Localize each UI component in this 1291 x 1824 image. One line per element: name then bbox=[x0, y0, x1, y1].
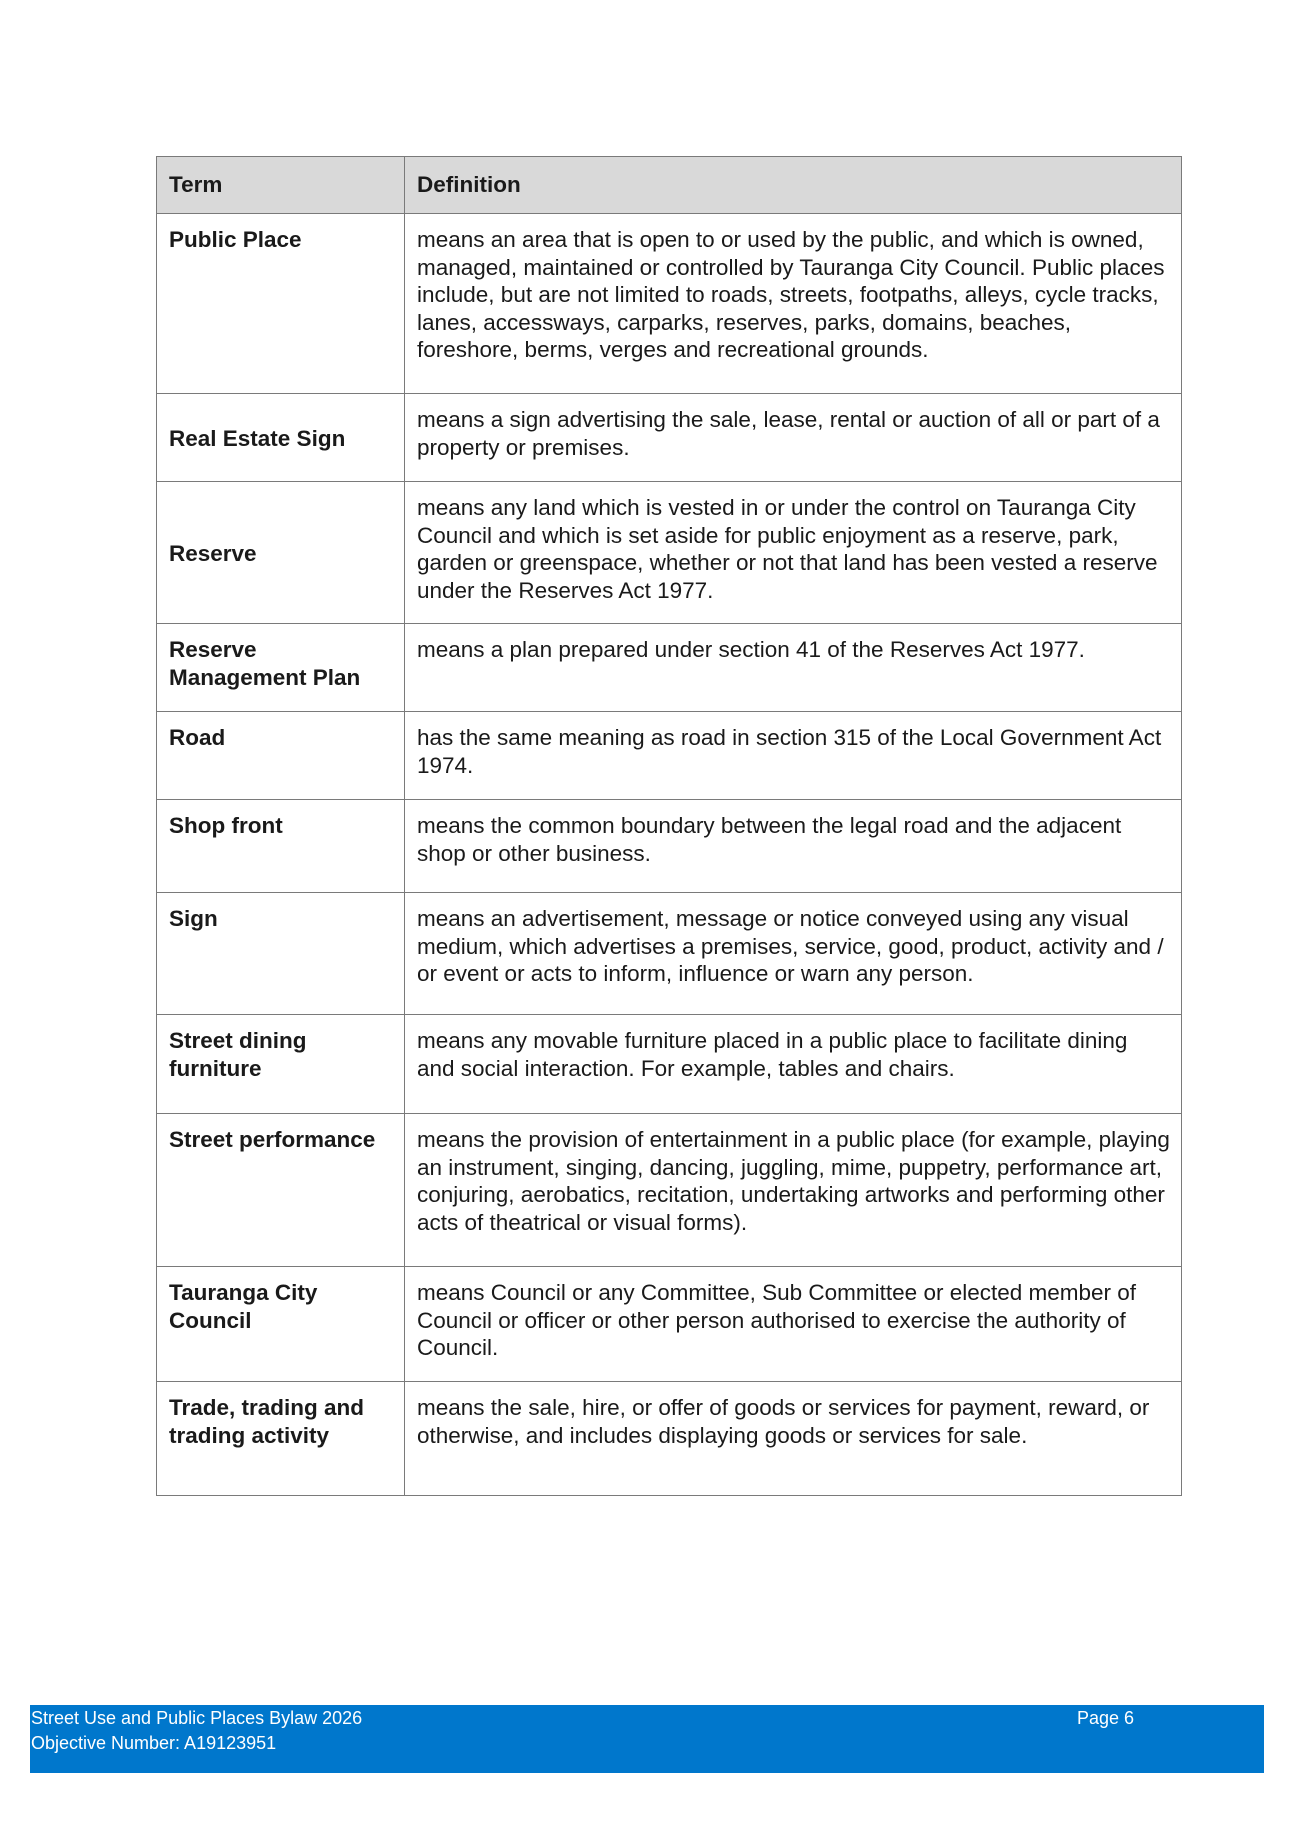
footer-info bbox=[31, 1706, 362, 1756]
definition-column-header: Definition bbox=[405, 157, 1182, 214]
page-footer bbox=[30, 1705, 1264, 1773]
table-row bbox=[157, 482, 1182, 624]
definition-cell: means any land which is vested in or under the control on Tauranga City Council and which is set aside for public enjoyment as a reserve, park, garden or greenspace, whether or not that land has been vested a reserve under the Reserves Act 1977. bbox=[405, 482, 1182, 624]
definition-cell: means the provision of entertainment in a public place (for example, playing an instrument, singing, dancing, juggling, mime, puppetry, performance art, conjuring, aerobatics, recitation, undertaking artworks and performing other acts of theatrical or visual forms). bbox=[405, 1114, 1182, 1267]
definition-cell: means Council or any Committee, Sub Committee or elected member of Council or officer or other person authorised to exercise the authority of Council. bbox=[405, 1267, 1182, 1382]
term-cell: Public Place bbox=[157, 214, 405, 394]
footer-document-title: Street Use and Public Places Bylaw 2026 bbox=[31, 1708, 363, 1728]
table-row bbox=[157, 712, 1182, 800]
term-cell: Reserve Management Plan bbox=[157, 624, 405, 712]
table-row bbox=[157, 1114, 1182, 1267]
term-cell: Reserve bbox=[157, 482, 405, 624]
definition-cell: means a plan prepared under section 41 of the Reserves Act 1977. bbox=[405, 624, 1182, 712]
table-header-row bbox=[157, 157, 1182, 214]
term-cell: Road bbox=[157, 712, 405, 800]
definition-cell: means any movable furniture placed in a public place to facilitate dining and social interaction. For example, tables and chairs. bbox=[405, 1015, 1182, 1114]
term-cell: Shop front bbox=[157, 800, 405, 893]
definition-cell: means an area that is open to or used by the public, and which is owned, managed, maintained or controlled by Tauranga City Council. Public places include, but are not limited to roads, streets, footpaths, alleys, cycle tracks, lanes, accessways, carparks, reserves, parks, domains, beaches, foreshore, berms, verges and recreational grounds. bbox=[405, 214, 1182, 394]
footer-page-number: Page 6 bbox=[1077, 1708, 1135, 1728]
definition-cell: means an advertisement, message or notice conveyed using any visual medium, which advertises a premises, service, good, product, activity and / or event or acts to inform, influence or warn any person. bbox=[405, 893, 1182, 1015]
term-column-header: Term bbox=[157, 157, 405, 214]
table-row bbox=[157, 214, 1182, 394]
term-cell: Street dining furniture bbox=[157, 1015, 405, 1114]
definition-cell: means the common boundary between the legal road and the adjacent shop or other business. bbox=[405, 800, 1182, 893]
definitions-table bbox=[156, 156, 1182, 1496]
footer-objective-number: Objective Number: A19123951 bbox=[31, 1733, 277, 1753]
table-row bbox=[157, 800, 1182, 893]
table-row bbox=[157, 1382, 1182, 1496]
table-row bbox=[157, 893, 1182, 1015]
table-row bbox=[157, 1267, 1182, 1382]
definition-cell: has the same meaning as road in section 315 of the Local Government Act 1974. bbox=[405, 712, 1182, 800]
term-cell: Street performance bbox=[157, 1114, 405, 1267]
term-cell: Real Estate Sign bbox=[157, 394, 405, 482]
table-row bbox=[157, 624, 1182, 712]
definition-cell: means the sale, hire, or offer of goods or services for payment, reward, or otherwise, and includes displaying goods or services for sale. bbox=[405, 1382, 1182, 1496]
definition-cell: means a sign advertising the sale, lease, rental or auction of all or part of a property or premises. bbox=[405, 394, 1182, 482]
table-row bbox=[157, 1015, 1182, 1114]
term-cell: Tauranga City Council bbox=[157, 1267, 405, 1382]
term-cell: Sign bbox=[157, 893, 405, 1015]
term-cell: Trade, trading and trading activity bbox=[157, 1382, 405, 1496]
table-row bbox=[157, 394, 1182, 482]
